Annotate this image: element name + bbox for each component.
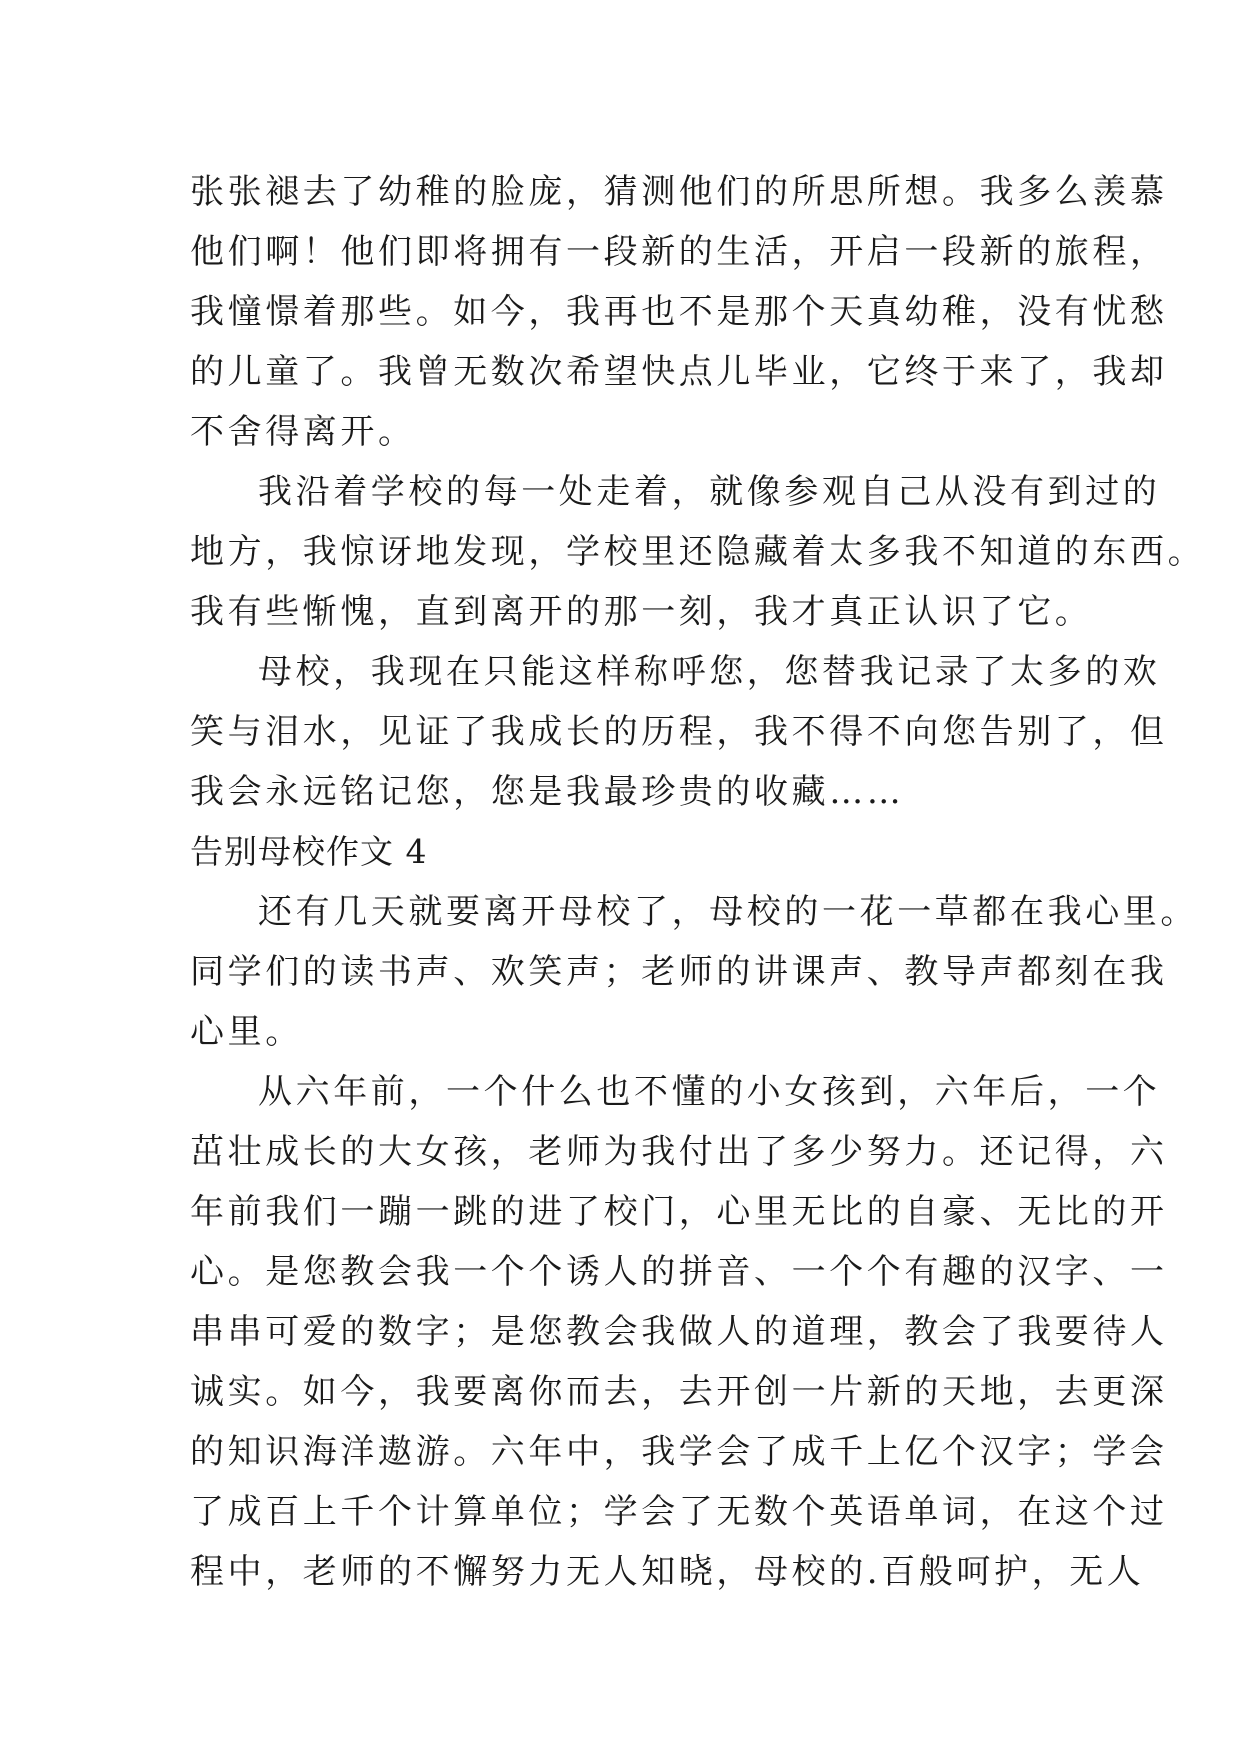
text-line: 我憧憬着那些。如今，我再也不是那个天真幼稚，没有忧愁	[190, 292, 1168, 332]
text-line: 的知识海洋遨游。六年中，我学会了成千上亿个汉字；学会	[190, 1432, 1168, 1472]
section-heading: 告别母校作文 4	[190, 832, 428, 871]
text-line: 诚实。如今，我要离你而去，去开创一片新的天地，去更深	[190, 1372, 1168, 1412]
text-line: 同学们的读书声、欢笑声；老师的讲课声、教导声都刻在我	[190, 952, 1168, 992]
text-line: 我会永远铭记您，您是我最珍贵的收藏……	[190, 772, 905, 812]
text-line: 的儿童了。我曾无数次希望快点儿毕业，它终于来了，我却	[190, 352, 1168, 392]
paragraph-start-line: 从六年前，一个什么也不懂的小女孩到，六年后，一个	[258, 1072, 1161, 1112]
text-line: 张张褪去了幼稚的脸庞，猜测他们的所思所想。我多么羡慕	[190, 172, 1168, 212]
text-line: 我有些惭愧，直到离开的那一刻，我才真正认识了它。	[190, 592, 1093, 632]
text-line: 串串可爱的数字；是您教会我做人的道理，教会了我要待人	[190, 1312, 1168, 1352]
text-line: 他们啊！他们即将拥有一段新的生活，开启一段新的旅程，	[190, 232, 1168, 272]
document-body	[190, 162, 1206, 1602]
text-line: 笑与泪水，见证了我成长的历程，我不得不向您告别了，但	[190, 712, 1168, 752]
text-line: 茁壮成长的大女孩，老师为我付出了多少努力。还记得，六	[190, 1132, 1168, 1172]
paragraph-start-line: 我沿着学校的每一处走着，就像参观自己从没有到过的	[258, 472, 1161, 512]
paragraph-start-line: 还有几天就要离开母校了，母校的一花一草都在我心里。	[258, 892, 1198, 932]
paragraph-start-line: 母校，我现在只能这样称呼您，您替我记录了太多的欢	[258, 652, 1161, 692]
text-line: 地方，我惊讶地发现，学校里还隐藏着太多我不知道的东西。	[190, 532, 1206, 572]
text-line: 心。是您教会我一个个诱人的拼音、一个个有趣的汉字、一	[190, 1252, 1168, 1292]
text-line: 程中，老师的不懈努力无人知晓，母校的.百般呵护，无人	[190, 1552, 1145, 1592]
text-line: 了成百上千个计算单位；学会了无数个英语单词，在这个过	[190, 1492, 1168, 1532]
text-line: 不舍得离开。	[190, 412, 416, 452]
text-line: 年前我们一蹦一跳的进了校门，心里无比的自豪、无比的开	[190, 1192, 1168, 1232]
text-line: 心里。	[190, 1012, 303, 1052]
